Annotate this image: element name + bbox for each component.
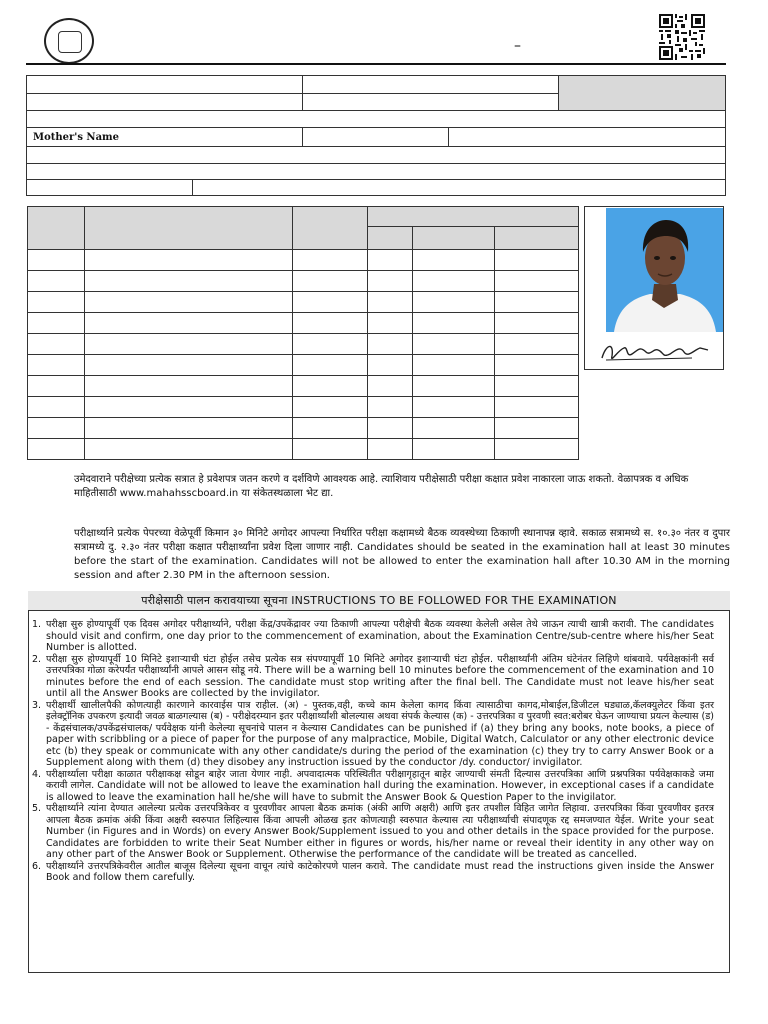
detail-cell <box>303 76 559 94</box>
table-row <box>28 250 579 271</box>
header-dash: – <box>514 38 521 54</box>
detail-cell <box>27 76 303 94</box>
instruction-item: 4. परीक्षार्थ्याला परीक्षा काळात परीक्षाकक्ष सोडून बाहेर जाता येणार नाही. अपवादात्मक परिस्थितीत परीक्षागृहातून बाहेर जाण्याची संमती दिल्यास उत्तरपत्रिका आणि प्रश्नपत्रिका पर्यवेक्षकाकडे जमा करावी लागेल. Candidate will not be allowed to leave the examination hall during the examination. However, in exceptional cases if a candidate is allowed to leave the examination hall he/she will have to submit the Answer Book & Question Paper to the invigilator. <box>32 768 714 803</box>
table-row <box>28 439 579 460</box>
table-row <box>28 292 579 313</box>
subjects-header-cell <box>495 227 579 250</box>
subjects-header-cell <box>28 207 85 250</box>
instruction-item: 3. परीक्षार्थी खालीलपैकी कोणत्याही कारणाने कारवाईस पात्र राहील. (अ) - पुस्तक,वही, कच्चे काम केलेला कागद किंवा त्यासाठीचा कागद,मोबाईल,डिजीटल घड्याळ,कॅलक्युलेटर किंवा इतर इलेक्ट्रॉनिक उपकरण इत्यादी जवळ बाळगल्यास (ब) - परीक्षेदरम्यान इतर परीक्षार्थ्यांशी बोलल्यास अथवा संपर्क केल्यास (क) - उत्तरपत्रिका व पुरवणी स्वत:बरोबर घेऊन जाण्याचा प्रयत्न केल्यास (ड) - केंद्रसंचालक/उपकेंद्रसंचालक/ पर्यवेक्षक यांनी केलेल्या सूचनांचे पालन न केल्यास Candidates can be punished if (a) they bring any books, note books, a piece of paper with scribbling or a piece of paper for the purpose of any malpractice, Mobile, Digital Watch, Calculator or any other electronic device etc (b) they speak or communicate with any other candidate/s during the period of the examination (c) they try to carry Answer Book or a Supplement along with them (d) they disobey any instruction issued by the conductor /dy. conductor/ invigilator. <box>32 699 714 768</box>
header-rule <box>26 63 726 65</box>
detail-cell <box>27 147 726 164</box>
detail-cell <box>27 164 726 180</box>
instructions-heading: परीक्षेसाठी पालन करावयाच्या सूचना INSTRUCTIONS TO BE FOLLOWED FOR THE EXAMINATION <box>28 591 730 611</box>
instruction-item: 2. परीक्षा सुरु होण्यापूर्वी 10 मिनिटे इशाऱ्याची घंटा होईल तसेच प्रत्येक सत्र संपण्यापूर्वी 10 मिनिटे अगोदर इशाऱ्याची घंटा होईल. परीक्षार्थ्यांनी अंतिम घंटेनंतर लिहिणे थांबवावे. पर्यवेक्षकांनी सर्व उत्तरपत्रिका गोळा करेपर्यंत परीक्षार्थ्यांनी आपले आसन सोडू नये. There will be a warning bell 10 minutes before the commencement of the examination and 10 minutes before the end of each session. The candidate must stop writing after the final bell. The Candidate must not leave his/her seat until all the Answer Books are collected by the invigilator. <box>32 653 714 699</box>
table-row <box>28 397 579 418</box>
detail-cell <box>303 128 449 147</box>
subjects-header-cell <box>368 227 413 250</box>
instruction-item: 1. परीक्षा सुरु होण्यापूर्वी एक दिवस अगोदर परीक्षार्थ्याने, परीक्षा केंद्र/उपकेंद्रावर ज्या ठिकाणी आपल्या परीक्षेची बैठक व्यवस्था केलेली असेल तेथे जाऊन त्याची खात्री करावी. The candidates should visit and confirm, one day prior to the commencement of examination, about the Examination Centre/sub-centre where his/her Seat Number is allotted. <box>32 619 714 653</box>
table-row <box>28 271 579 292</box>
table-row <box>28 418 579 439</box>
instruction-item: 6. परीक्षार्थ्याने उत्तरपत्रिकेवरील आतील बाजूस दिलेल्या सूचना वाचून त्यांचे काटेकोरपणे पालन करावे. The candidate must read the instructions given inside the Answer Book and follow them carefully. <box>32 860 714 883</box>
candidate-details-table-footer <box>26 179 726 196</box>
subjects-table <box>27 206 579 460</box>
board-logo <box>44 18 94 64</box>
subjects-header-cell <box>413 227 495 250</box>
table-row <box>28 334 579 355</box>
detail-cell <box>27 94 303 111</box>
identity-note: उमेदवाराने परीक्षेच्या प्रत्येक सत्रात हे प्रवेशपत्र जतन करणे व दर्शविणे आवश्यक आहे. त्याशिवाय परीक्षेसाठी परीक्षा कक्षात प्रवेश नाकारला जाऊ शकतो. वेळापत्रक व अधिक माहितीसाठी www.mahahsscboard.in या संकेतस्थळाला भेट द्या. <box>74 474 689 499</box>
detail-shaded-cell <box>559 76 726 111</box>
detail-cell <box>27 180 193 196</box>
table-row <box>28 355 579 376</box>
detail-cell <box>193 180 726 196</box>
candidate-details-table <box>26 75 726 180</box>
candidate-photo <box>606 208 723 332</box>
detail-cell <box>303 94 559 111</box>
table-row <box>28 376 579 397</box>
subjects-header-cell <box>368 207 579 227</box>
instructions-list <box>32 619 714 884</box>
candidate-signature <box>596 336 716 366</box>
subjects-header-cell <box>293 207 368 250</box>
instruction-item: 5. परीक्षार्थ्याने त्यांना देण्यात आलेल्या प्रत्येक उत्तरपत्रिकेवर व पुरवणीवर आपला बैठक क्रमांक (अंकी आणि अक्षरी) आणि इतर तपशील विहित जागेत लिहावा. उत्तरपत्रिका किंवा पुरवणीवर इतरत्र आपला बैठक क्रमांक अंकी किंवा अक्षरी स्वरुपात लिहिल्यास किंवा आपली ओळख इतर कोणत्याही स्वरुपात केल्यास त्या परीक्षार्थ्याची संपादणूक रद्द समजण्यात येईल. Write your seat Number (in Figures and in Words) on every Answer Book/Supplement issued to you and other details in the space provided for the purpose. Candidates are forbidden to write their Seat Number either in figures or words, his/her name or reveal their identity in any other way on any other part of the Answer Book or Supplement. Otherwise the performance of the candidate will be treated as cancelled. <box>32 803 714 860</box>
timing-note: परीक्षार्थ्याने प्रत्येक पेपरच्या वेळेपूर्वी किमान ३० मिनिटे अगोदर आपल्या निर्धारित परीक्षा कक्षामध्ये बैठक व्यवस्थेच्या ठिकाणी स्थानापन्न व्हावे. सकाळ सत्रामध्ये स. १०.३० नंतर व दुपार सत्रामध्ये दु. २.३० नंतर परीक्षा कक्षात परीक्षार्थ्यांना प्रवेश दिला जाणार नाही. Candidates should be seated in the examination hall at least 30 minutes before the start of the examination. Candidates will not be allowed to enter the examination hall after 10.30 AM in the morning session and after 2.30 PM in the afternoon session. <box>74 528 730 581</box>
qr-code <box>659 14 705 60</box>
detail-cell <box>27 111 726 128</box>
detail-cell <box>449 128 726 147</box>
table-row <box>28 313 579 334</box>
mothers-name-label: Mother's Name <box>27 128 303 147</box>
subjects-header-cell <box>85 207 293 250</box>
